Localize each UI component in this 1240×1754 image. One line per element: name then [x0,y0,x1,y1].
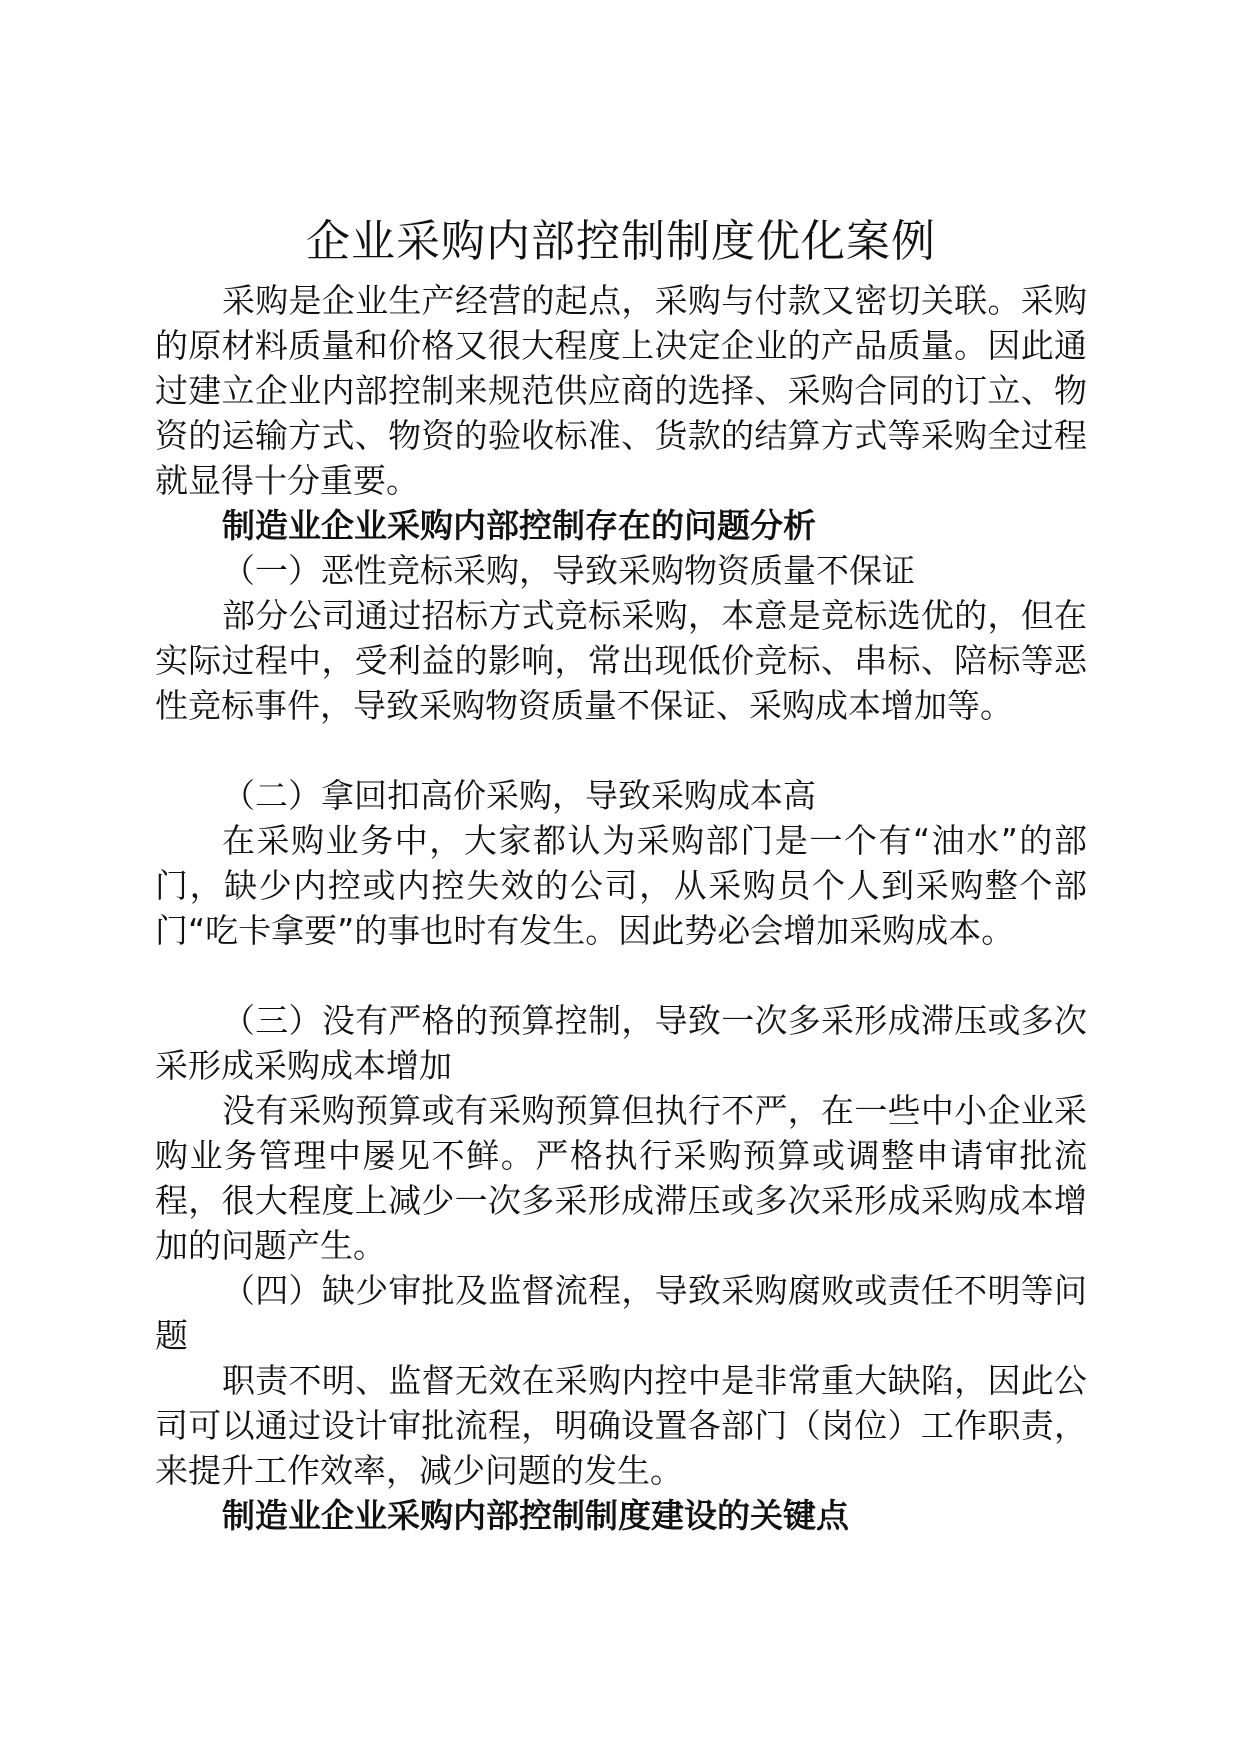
body-paragraph-3: 没有采购预算或有采购预算但执行不严，在一些中小企业采购业务管理中屡见不鲜。严格执行采购预算或调整申请审批流程，很大程度上减少一次多采形成滞压或多次采形成采购成本增加的问题产生。 [155,1091,1087,1265]
document-title: 企业采购内部控制制度优化案例 [306,216,936,267]
body-paragraph-1: 部分公司通过招标方式竞标采购，本意是竞标选优的，但在实际过程中，受利益的影响，常出现低价竞标、串标、陪标等恶性竞标事件，导致采购物资质量不保证、采购成本增加等。 [155,596,1087,725]
document-page [155,212,1087,1538]
section-heading-keypoints: 制造业企业采购内部控制制度建设的关键点 [222,1496,849,1535]
section-heading-problems: 制造业企业采购内部控制存在的问题分析 [222,506,816,545]
blank-line [155,728,1087,773]
body-paragraph-2: 在采购业务中，大家都认为采购部门是一个有“油水”的部门，缺少内控或内控失效的公司，从采购员个人到采购整个部门“吃卡拿要”的事也时有发生。因此势必会增加采购成本。 [155,821,1087,950]
subheading-2: （二）拿回扣高价采购，导致采购成本高 [222,776,816,815]
blank-line [155,953,1087,998]
subheading-4: （四）缺少审批及监督流程，导致采购腐败或责任不明等问题 [155,1271,1087,1355]
subheading-3: （三）没有严格的预算控制，导致一次多采形成滞压或多次采形成采购成本增加 [155,1001,1087,1085]
intro-paragraph: 采购是企业生产经营的起点，采购与付款又密切关联。采购的原材料质量和价格又很大程度上决定企业的产品质量。因此通过建立企业内部控制来规范供应商的选择、采购合同的订立、物资的运输方式、物资的验收标准、货款的结算方式等采购全过程就显得十分重要。 [155,281,1087,500]
subheading-1: （一）恶性竞标采购，导致采购物资质量不保证 [222,551,915,590]
body-paragraph-4: 职责不明、监督无效在采购内控中是非常重大缺陷，因此公司可以通过设计审批流程，明确设置各部门（岗位）工作职责，来提升工作效率，减少问题的发生。 [155,1361,1087,1490]
